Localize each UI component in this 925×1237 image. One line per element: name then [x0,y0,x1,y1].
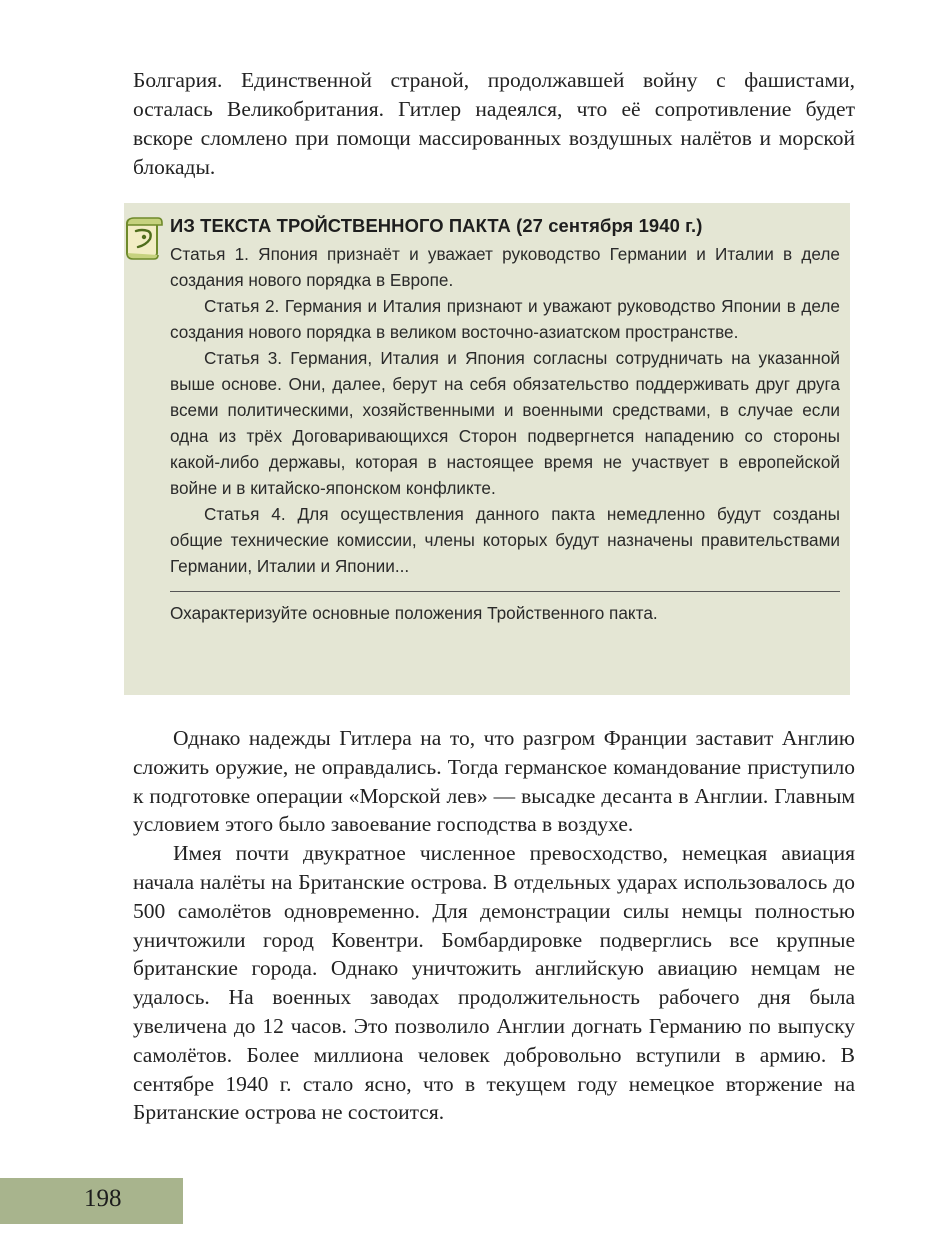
source-document-box [124,203,850,695]
page-number: 198 [84,1185,122,1212]
body-paragraph-2: Имея почти двукратное численное превосходство, немецкая авиация начала налёты на Британские острова. В отдельных ударах использовалось до 500 самолётов одновременно. Для демонстрации силы немцы полностью уничтожили город Ковентри. Бомбардировке подверглись все крупные британские города. Однако уничтожить английскую авиацию немцам не удалось. На военных заводах продолжительность рабочего дня была увеличена до 12 часов. Это позволило Англии догнать Германию по выпуску самолётов. Более миллиона человек добровольно вступили в армию. В сентябре 1940 г. стало ясно, что в текущем году немецкое вторжение на Британские острова не состоится. [133,841,855,1125]
article-3: Статья 3. Германия, Италия и Япония согласны сотрудничать на указанной выше основе. Они, далее, берут на себя обязательство поддерживать друг друга всеми политическими, хозяйственными и военными средствами, в случае если одна из трёх Договаривающихся Сторон подвергнется нападению со стороны какой-либо державы, которая в настоящее время не участвует в европейской войне и в китайско-японском конфликте. [170,348,840,498]
article-2: Статья 2. Германия и Италия признают и уважают руководство Японии в деле создания нового порядка в великом восточно-азиатском пространстве. [170,296,840,342]
body-paragraph-1: Однако надежды Гитлера на то, что разгром Франции заставит Англию сложить оружие, не оправдались. Тогда германское командование приступило к подготовке операции «Морской лев» — высадке десанта в Англии. Главным условием этого было завоевание господства в воздухе. [133,726,855,837]
main-text [133,724,855,1127]
question-text: Охарактеризуйте основные положения Тройственного пакта. [170,603,658,623]
page-footer [0,1178,183,1224]
scroll-icon [124,215,164,261]
intro-text: Болгария. Единственной страной, продолжавшей войну с фашистами, осталась Великобритания. Гитлер надеялся, что её сопротивление будет вскоре сломлено при помощи массированных воздушных налётов и морской блокады. [133,68,855,179]
source-title: ИЗ ТЕКСТА ТРОЙСТВЕННОГО ПАКТА (27 сентября 1940 г.) [170,215,703,236]
article-1: Статья 1. Япония признаёт и уважает руководство Германии и Италии в деле создания нового порядка в Европе. [170,244,840,290]
divider [170,591,840,592]
intro-paragraph [133,66,855,182]
source-content [170,213,840,626]
article-4: Статья 4. Для осуществления данного пакта немедленно будут созданы общие технические комиссии, члены которых будут назначены правительствами Германии, Италии и Японии... [170,504,840,576]
